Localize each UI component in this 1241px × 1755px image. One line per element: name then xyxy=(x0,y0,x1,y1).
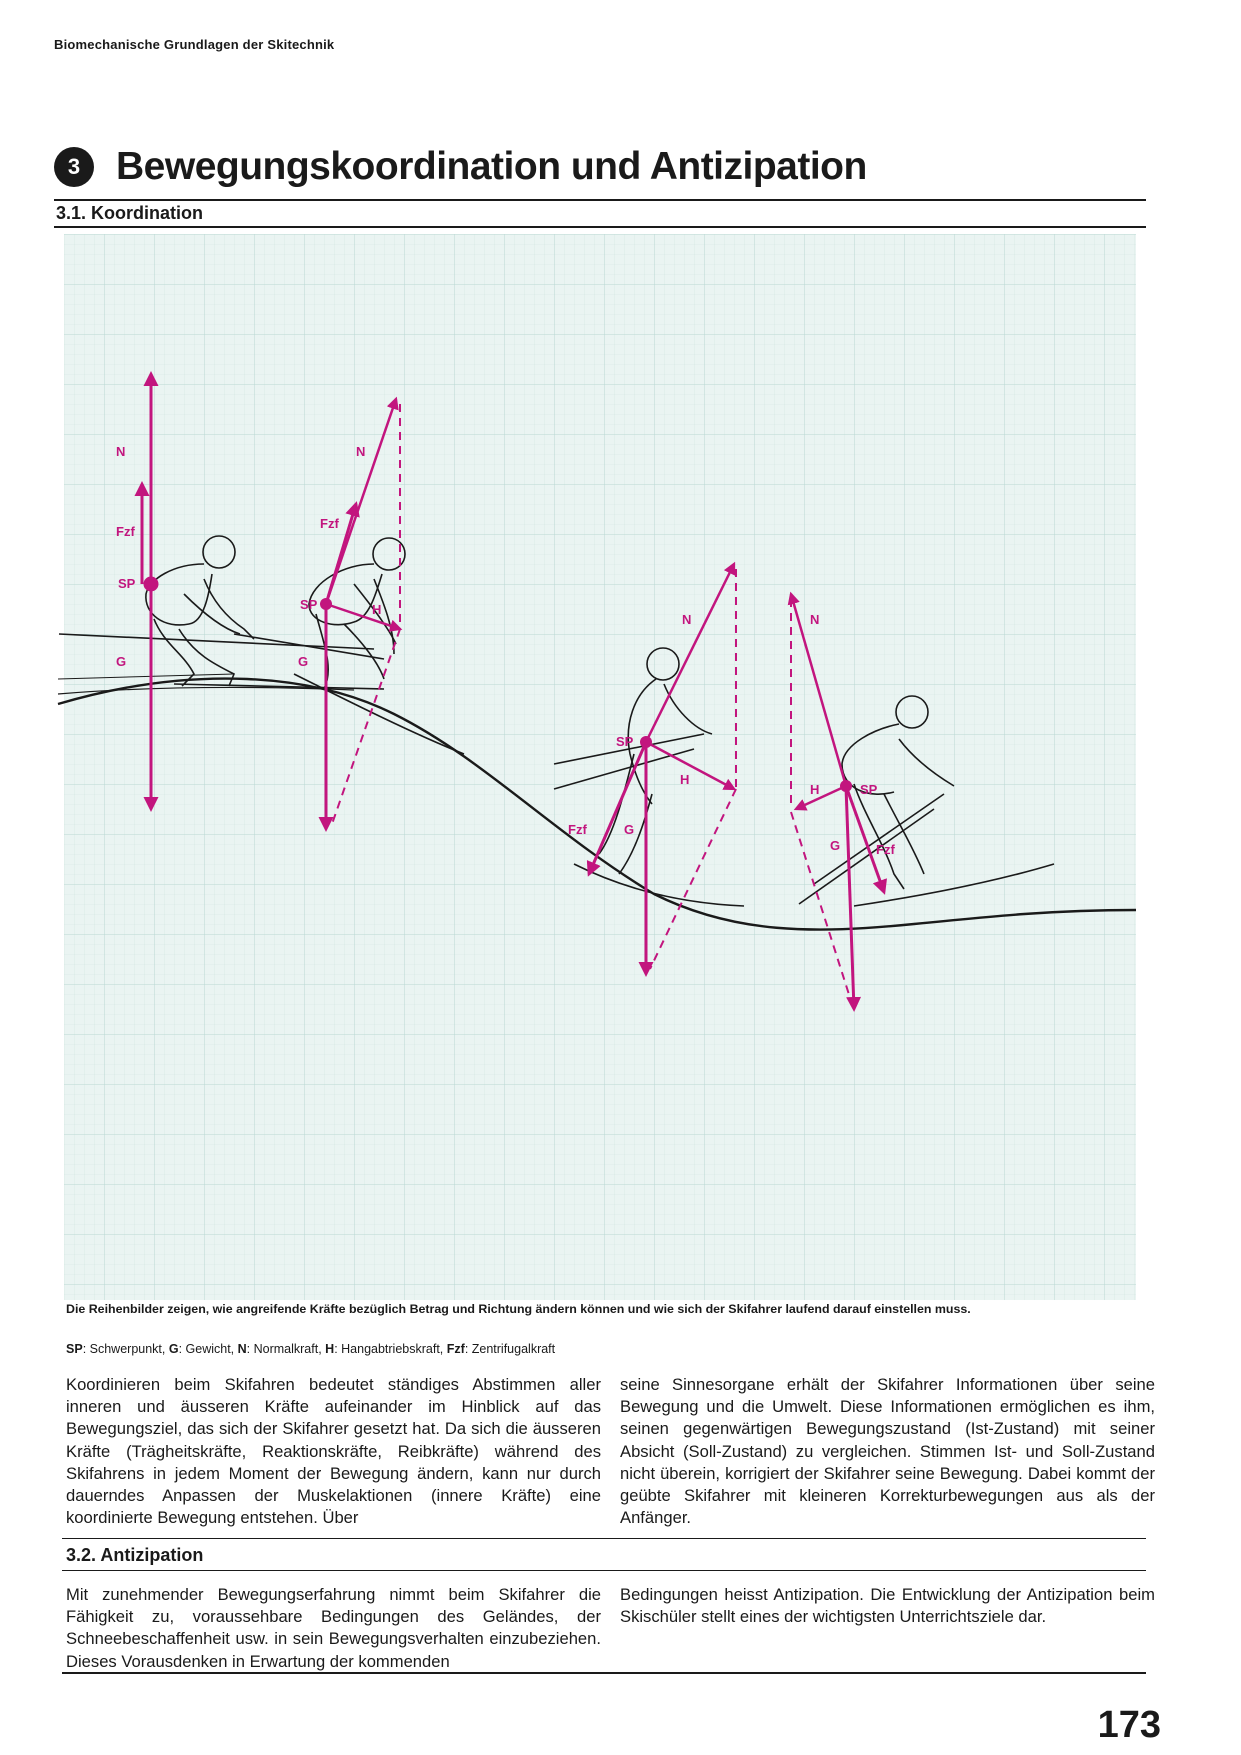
label-g-4: G xyxy=(830,838,841,853)
legend-g-text: : Gewicht, xyxy=(178,1342,238,1356)
rule-bottom xyxy=(62,1672,1146,1674)
rule-under-section1 xyxy=(54,226,1146,228)
section-title-koordination: 3.1. Koordination xyxy=(56,203,204,223)
label-h-4: H xyxy=(810,782,820,797)
label-fzf-2: Fzf xyxy=(320,516,339,531)
running-head: Biomechanische Grundlagen der Skitechnik xyxy=(54,37,335,52)
rule-top xyxy=(54,199,1146,201)
label-g-2: G xyxy=(298,654,309,669)
figure-caption: Die Reihenbilder zeigen, wie angreifende Kräfte bezüglich Betrag und Richtung ändern können und wie sich der Skifahrer laufend darauf einstellen muss. xyxy=(66,1302,971,1316)
legend-fzf-text: : Zentrifugalkraft xyxy=(464,1342,556,1356)
label-n-1: N xyxy=(116,444,126,459)
chapter-title: Bewegungskoordination und Antizipation xyxy=(116,145,867,188)
label-h-2: H xyxy=(372,602,382,617)
legend-g: G xyxy=(168,1342,179,1356)
legend-n-text: : Normalkraft, xyxy=(246,1342,326,1356)
legend-sp-text: : Schwerpunkt, xyxy=(82,1342,169,1356)
label-sp-4: SP xyxy=(860,782,878,797)
label-sp-1: SP xyxy=(118,576,136,591)
label-h-3: H xyxy=(680,772,690,787)
label-g-3: G xyxy=(624,822,635,837)
section1-text-right: seine Sinnesorgane erhält der Skifahrer Informationen über seine Bewegung und die Umwelt. Diese Informationen ermöglichen es ihm, seinen gegenwärtigen Bewegungszustand (Ist-Zustand) mit seiner Absicht (Soll-Zustand) zu vergleichen. Stimmen Ist- und Soll-Zustand nicht überein, korrigiert der Skifahrer seine Bewegung. Dabei kommt der geübte Skifahrer mit kleineren Korrekturbewegungen aus als der Anfänger. xyxy=(620,1375,1155,1528)
label-n-2: N xyxy=(356,444,366,459)
legend-h-text: : Hangabtriebskraft, xyxy=(334,1342,447,1356)
section1-text-left: Koordinieren beim Skifahren bedeutet ständiges Abstimmen aller inneren und äusseren Kräfte aufeinander im Hinblick auf das Bewegungsziel, das sich der Skifahrer gesetzt hat. Da sich die äusseren Kräfte (Trägheitskräfte, Reaktionskräfte, Reibkräfte) während des Skifahrens in jedem Moment der Bewegung ändern, kann nur durch dauerndes Anpassen der Muskelaktionen (innere Kräfte) eine koordinierte Bewegung entstehen. Über xyxy=(66,1375,601,1528)
legend-sp: SP xyxy=(66,1342,83,1356)
label-fzf-1: Fzf xyxy=(116,524,135,539)
section2-text-left: Mit zunehmender Bewegungserfahrung nimmt beim Skifahrer die Fähigkeit zu, voraussehbare Bedingungen des Geländes, der Schneebeschaffenheit usw. in sein Bewegungsverhalten einzubeziehen. Dieses Vorausdenken in Erwartung der kommenden xyxy=(66,1585,601,1671)
label-n-4: N xyxy=(810,612,820,627)
label-sp-3: SP xyxy=(616,734,634,749)
label-fzf-3: Fzf xyxy=(568,822,587,837)
page-number: 173 xyxy=(1097,1704,1161,1746)
legend-n: N xyxy=(237,1342,247,1356)
legend-fzf: Fzf xyxy=(446,1342,465,1356)
rule-above-section2 xyxy=(62,1538,1146,1539)
label-n-3: N xyxy=(682,612,692,627)
chapter-heading xyxy=(54,142,867,192)
label-sp-2: SP xyxy=(300,597,318,612)
section2-text-right: Bedingungen heisst Antizipation. Die Entwicklung der Antizipation beim Skischüler stellt eines der wichtigsten Unterrichtsziele dar. xyxy=(620,1585,1155,1627)
chapter-number-badge: 3 xyxy=(54,147,94,187)
label-fzf-4: Fzf xyxy=(876,842,895,857)
rule-under-section2 xyxy=(62,1570,1146,1571)
section-title-antizipation: 3.2. Antizipation xyxy=(66,1545,204,1565)
legend-h: H xyxy=(325,1342,335,1356)
skier-force-figure xyxy=(54,234,1146,1300)
graph-paper-grid xyxy=(64,234,1136,1300)
label-g-1: G xyxy=(116,654,127,669)
figure-legend xyxy=(66,1342,555,1356)
